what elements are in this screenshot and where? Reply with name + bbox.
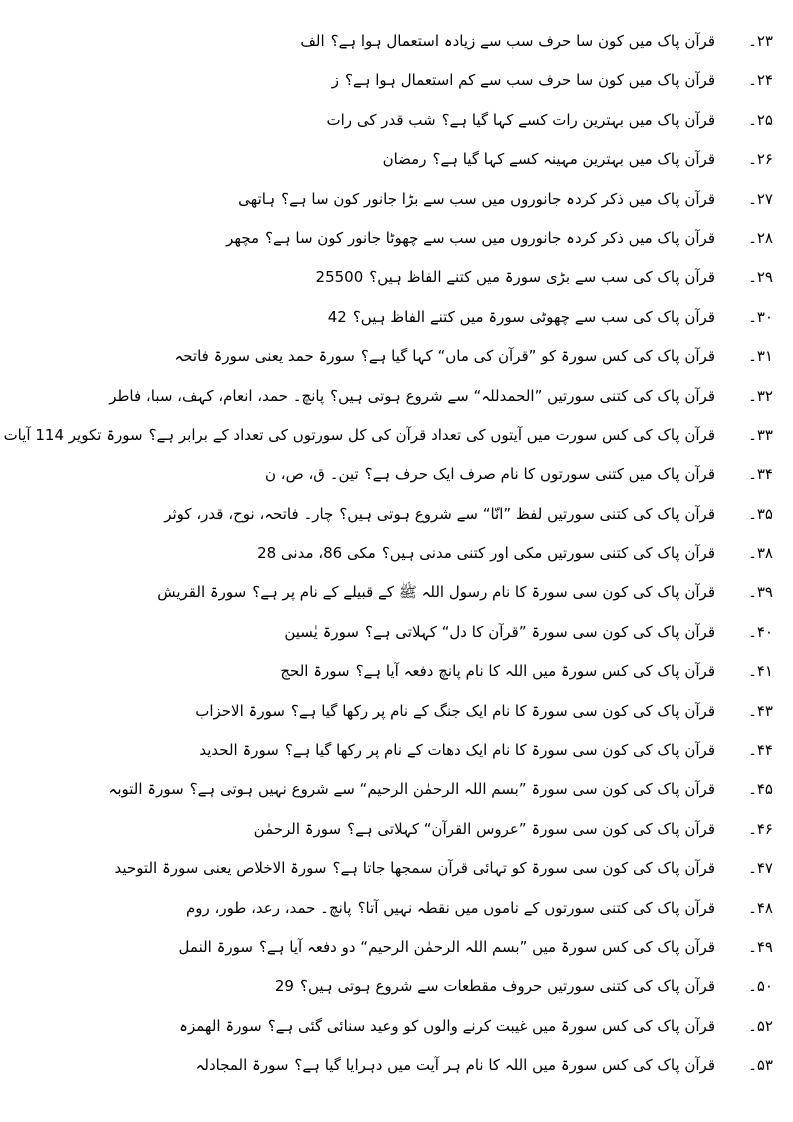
qa-question: قرآن پاک کی سب سے بڑی سورۃ میں کتنے الفاظ ہیں؟ bbox=[369, 268, 715, 287]
qa-question: قرآن پاک کی کس سورۃ میں اللہ کا نام ہر آیت میں دہرایا گیا ہے؟ bbox=[294, 1056, 715, 1075]
qa-item bbox=[0, 455, 779, 494]
qa-question: قرآن پاک کی کون سی سورۃ کو تہائی قرآن سمجھا جاتا ہے؟ bbox=[332, 859, 715, 878]
qa-item bbox=[0, 928, 779, 967]
qa-number: ۴۷۔ bbox=[748, 859, 773, 878]
qa-item bbox=[0, 180, 779, 219]
qa-item bbox=[0, 770, 779, 809]
qa-item bbox=[0, 377, 779, 416]
qa-item bbox=[0, 1007, 779, 1046]
qa-answer: سورۃ الرحمٰن bbox=[253, 819, 342, 838]
qa-item bbox=[0, 61, 779, 100]
qa-number: ۴۰۔ bbox=[748, 622, 773, 641]
qa-question: قرآن پاک کی کتنی سورتیں لفظ ”انّا“ سے شروع ہوتی ہیں؟ bbox=[339, 504, 715, 523]
qa-item bbox=[0, 573, 779, 612]
qa-answer: سورۃ الاحزاب bbox=[195, 701, 285, 720]
qa-item bbox=[0, 298, 779, 337]
qa-item bbox=[0, 140, 779, 179]
qa-answer: ز bbox=[331, 71, 339, 90]
qa-answer: سورۃ النمل bbox=[178, 937, 253, 956]
qa-answer: ہاتھی bbox=[238, 189, 276, 208]
qa-number: ۴۵۔ bbox=[748, 780, 773, 799]
qa-item bbox=[0, 1046, 779, 1085]
qa-number: ۴۶۔ bbox=[748, 819, 773, 838]
qa-question: قرآن پاک کی کون سی سورۃ ”عروس القرآن“ کہلاتی ہے؟ bbox=[347, 819, 715, 838]
qa-item bbox=[0, 258, 779, 297]
qa-number: ۴۴۔ bbox=[748, 741, 773, 760]
qa-item bbox=[0, 219, 779, 258]
qa-answer: الف bbox=[300, 32, 325, 50]
qa-answer: تین۔ ق، ص، ن bbox=[264, 465, 359, 484]
qa-item bbox=[0, 613, 779, 652]
qa-number: ۲۴۔ bbox=[748, 71, 773, 90]
qa-number: ۴۹۔ bbox=[748, 937, 773, 956]
qa-number: ۲۵۔ bbox=[748, 110, 773, 129]
qa-number: ۴۸۔ bbox=[748, 898, 773, 917]
qa-number: ۳۵۔ bbox=[748, 504, 773, 523]
qa-answer: پانچ۔ حمد، انعام، کہف، سبا، فاطر bbox=[109, 386, 325, 405]
qa-number: ۳۸۔ bbox=[748, 544, 773, 563]
qa-question: قرآن پاک کی کون سی سورۃ ”بسم اللہ الرحمٰن الرحیم“ سے شروع نہیں ہوتی ہے؟ bbox=[189, 780, 715, 799]
qa-number: ۳۱۔ bbox=[748, 347, 773, 366]
qa-number: ۳۹۔ bbox=[748, 583, 773, 602]
qa-question: قرآن پاک کی کون سی سورۃ کا نام رسول اللہ ﷺ کے قبیلے کے نام پر ہے؟ bbox=[252, 583, 715, 602]
qa-number: ۳۳۔ bbox=[748, 425, 773, 444]
qa-question: قرآن پاک کی کتنی سورتیں ”الحمدللہ“ سے شروع ہوتی ہیں؟ bbox=[330, 386, 715, 405]
qa-question: قرآن پاک میں ذکر کردہ جانوروں میں سب سے بڑا جانور کون سا ہے؟ bbox=[281, 189, 715, 208]
qa-answer: رمضان bbox=[382, 150, 427, 169]
qa-item bbox=[0, 967, 779, 1006]
qa-question: قرآن پاک کی کون سی سورۃ کا نام ایک جنگ کے نام پر رکھا گیا ہے؟ bbox=[290, 701, 715, 720]
qa-question: قرآن پاک میں کون سا حرف سب سے کم استعمال ہوا ہے؟ bbox=[344, 71, 715, 90]
qa-answer: مکی 86، مدنی 28 bbox=[257, 544, 376, 563]
qa-question: قرآن پاک میں بہترین مہینہ کسے کہا گیا ہے؟ bbox=[432, 150, 715, 169]
qa-answer: سورۃ الاخلاص یعنی سورۃ التوحید bbox=[114, 859, 327, 878]
qa-number: ۳۲۔ bbox=[748, 386, 773, 405]
qa-question: قرآن پاک کی کس سورت میں آیتوں کی تعداد قرآن کی کل سورتوں کی تعداد کے برابر ہے؟ bbox=[148, 425, 715, 444]
qa-number: ۳۴۔ bbox=[748, 465, 773, 484]
qa-number: ۵۲۔ bbox=[748, 1016, 773, 1035]
qa-answer: 25500 bbox=[315, 268, 364, 287]
qa-answer: سورۃ الحدید bbox=[199, 741, 279, 760]
qa-question: قرآن پاک کی کس سورۃ کو ”قرآن کی ماں“ کہا گیا ہے؟ bbox=[360, 347, 715, 366]
qa-answer: 29 bbox=[274, 977, 294, 996]
qa-answer: سورۃ حمد یعنی سورۃ فاتحہ bbox=[174, 347, 355, 366]
qa-item bbox=[0, 22, 779, 61]
qa-question: قرآن پاک کی کتنی سورتیں مکی اور کتنی مدنی ہیں؟ bbox=[381, 544, 715, 563]
qa-answer: چار۔ فاتحہ، نوح، قدر، کوثر bbox=[164, 504, 334, 523]
qa-item bbox=[0, 652, 779, 691]
qa-question: قرآن پاک کی کس سورۃ میں ”بسم اللہ الرحمٰن الرحیم“ دو دفعہ آیا ہے؟ bbox=[258, 937, 715, 956]
qa-item bbox=[0, 731, 779, 770]
qa-number: ۵۳۔ bbox=[748, 1056, 773, 1075]
qa-answer: سورۃ یٰسین bbox=[284, 622, 359, 641]
qa-number: ۴۳۔ bbox=[748, 701, 773, 720]
qa-number: ۲۳۔ bbox=[748, 32, 773, 50]
qa-number: ۳۰۔ bbox=[748, 307, 773, 326]
qa-question: قرآن پاک میں ذکر کردہ جانوروں میں سب سے چھوٹا جانور کون سا ہے؟ bbox=[265, 228, 715, 247]
question-answer-list bbox=[0, 22, 779, 1086]
qa-item bbox=[0, 337, 779, 376]
qa-number: ۲۹۔ bbox=[748, 268, 773, 287]
qa-number: ۴۱۔ bbox=[748, 662, 773, 681]
qa-answer: پانچ۔ حمد، رعد، طور، روم bbox=[185, 898, 352, 917]
qa-question: قرآن پاک میں کتنی سورتوں کا نام صرف ایک حرف ہے؟ bbox=[364, 465, 715, 484]
qa-item bbox=[0, 849, 779, 888]
qa-question: قرآن پاک میں کون سا حرف سب سے زیادہ استعمال ہوا ہے؟ bbox=[330, 32, 715, 50]
qa-item bbox=[0, 416, 779, 455]
qa-item bbox=[0, 889, 779, 928]
qa-answer: شب قدر کی رات bbox=[326, 110, 436, 129]
qa-answer: سورۃ القریش bbox=[157, 583, 247, 602]
qa-question: قرآن پاک کی کتنی سورتوں کے ناموں میں نقطہ نہیں آتا؟ bbox=[357, 898, 715, 917]
qa-question: قرآن پاک کی کس سورۃ میں اللہ کا نام پانچ دفعہ آیا ہے؟ bbox=[355, 662, 715, 681]
qa-answer: سورۃ الھمزہ bbox=[179, 1016, 262, 1035]
qa-number: ۵۰۔ bbox=[748, 977, 773, 996]
qa-question: قرآن پاک میں بہترین رات کسے کہا گیا ہے؟ bbox=[441, 110, 715, 129]
qa-answer: 42 bbox=[327, 307, 347, 326]
qa-question: قرآن پاک کی سب سے چھوٹی سورۃ میں کتنے الفاظ ہیں؟ bbox=[352, 307, 715, 326]
qa-answer: سورۃ المجادلہ bbox=[195, 1056, 289, 1075]
qa-item bbox=[0, 692, 779, 731]
qa-question: قرآن پاک کی کتنی سورتیں حروف مقطعات سے شروع ہوتی ہیں؟ bbox=[299, 977, 715, 996]
qa-answer: سورۃ التوبہ bbox=[108, 780, 184, 799]
qa-item bbox=[0, 810, 779, 849]
qa-item bbox=[0, 101, 779, 140]
qa-answer: سورۃ تکویر 114 آیات bbox=[3, 425, 143, 444]
qa-question: قرآن پاک کی کون سی سورۃ کا نام ایک دھات کے نام پر رکھا گیا ہے؟ bbox=[284, 741, 715, 760]
qa-item bbox=[0, 534, 779, 573]
qa-question: قرآن پاک کی کس سورۃ میں غیبت کرنے والوں کو وعید سنائی گئی ہے؟ bbox=[267, 1016, 715, 1035]
qa-item bbox=[0, 495, 779, 534]
qa-number: ۲۸۔ bbox=[748, 228, 773, 247]
qa-answer: مچھر bbox=[226, 228, 260, 247]
qa-question: قرآن پاک کی کون سی سورۃ ”قرآن کا دل“ کہلاتی ہے؟ bbox=[364, 622, 715, 641]
qa-number: ۲۷۔ bbox=[748, 189, 773, 208]
qa-answer: سورۃ الحج bbox=[280, 662, 350, 681]
qa-number: ۲۶۔ bbox=[748, 150, 773, 169]
